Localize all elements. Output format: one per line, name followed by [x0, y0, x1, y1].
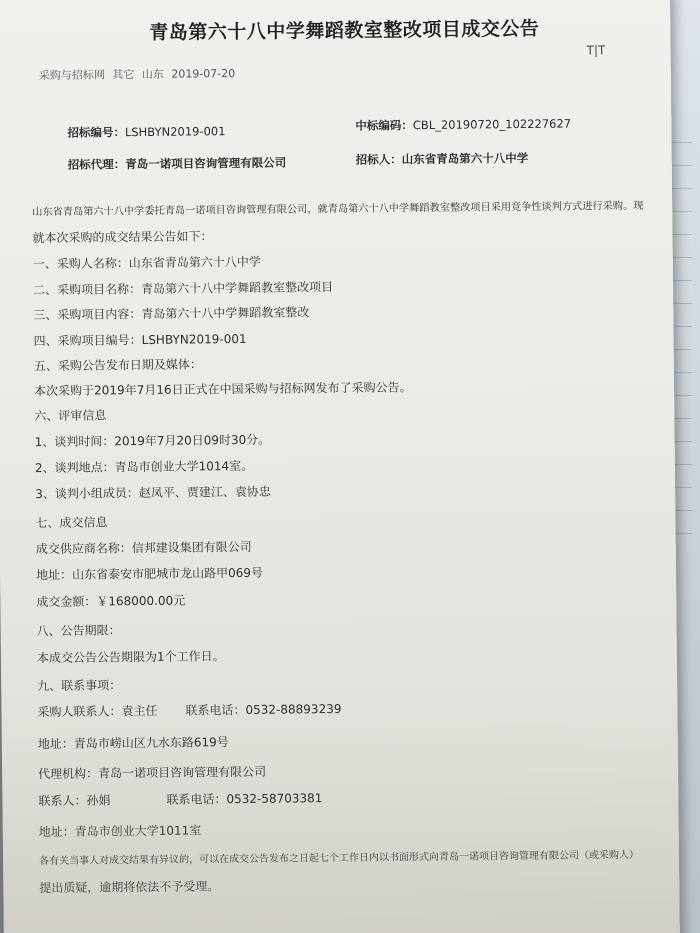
corner-mark: T|T [586, 43, 606, 58]
tenderer-label: 招标人： [355, 152, 402, 167]
review-place: 2、谈判地点：青岛市创业大学1014室。 [34, 458, 254, 476]
tenderer [356, 150, 529, 168]
meta-region: 山东 [141, 67, 164, 81]
item-project-content: 三、采购项目内容：青岛第六十八中学舞蹈教室整改 [33, 305, 310, 323]
buyer-phone: 联系电话：0532-88893239 [185, 701, 342, 718]
period-heading: 八、公告期限： [36, 623, 121, 639]
meta-date: 2019-07-20 [171, 67, 236, 81]
item-buyer: 一、采购人名称：山东省青岛第六十八中学 [32, 254, 261, 272]
review-heading: 六、评审信息 [34, 408, 107, 424]
meta-category: 其它 [112, 68, 135, 82]
document-title: 青岛第六十八中学舞蹈教室整改项目成交公告 [149, 17, 540, 44]
agency-contact-row [38, 789, 322, 809]
buyer-contact: 采购人联系人：袁主任 [37, 703, 158, 720]
agency-contact: 联系人：孙娟 [38, 793, 111, 809]
agency-address: 地址：青岛市创业大学1011室 [38, 823, 202, 840]
bid-number-label: 招标编号： [67, 125, 125, 140]
tender-agent [68, 154, 287, 172]
meta-source: 采购与招标网 [38, 68, 105, 83]
period-text: 本成交公告公告期限为1个工作日。 [36, 649, 225, 666]
win-code-value: CBL_20190720_102227627 [412, 116, 572, 133]
tender-agent-value: 青岛一诺项目咨询管理有限公司 [125, 155, 287, 172]
intro-line-2: 就本次采购的成交结果公告如下： [32, 229, 213, 246]
buyer-address: 地址：青岛市崂山区九水东路619号 [37, 735, 229, 752]
win-code-label: 中标编码： [355, 118, 413, 133]
review-time: 1、谈判时间：2019年7月20日09时30分。 [34, 432, 271, 450]
item-project-number: 四、采购项目编号：LSHBYN2019-001 [33, 331, 247, 349]
deal-heading: 七、成交信息 [35, 515, 108, 531]
contact-heading: 九、联系事项： [37, 678, 122, 694]
publish-heading: 五、采购公告发布日期及媒体： [33, 357, 202, 374]
tender-agent-label: 招标代理： [67, 157, 126, 172]
deal-amount: 成交金额：￥168000.00元 [36, 593, 186, 610]
notice-line-2: 提出质疑，逾期将依法不予受理。 [39, 879, 220, 896]
agency-name: 代理机构：青岛一诺项目咨询管理有限公司 [38, 764, 267, 782]
publish-text: 本次采购于2019年7月16日正式在中国采购与招标网发布了采购公告。 [34, 380, 412, 399]
intro-line-1: 山东省青岛第六十八中学委托青岛一诺项目咨询管理有限公司，就青岛第六十八中学舞蹈教室整改项目采用竞争性谈判方式进行采购。现 [32, 200, 644, 219]
meta-line [39, 65, 236, 83]
win-code [355, 116, 571, 134]
review-members: 3、谈判小组成员：赵凤平、贾建江、袁协忠 [35, 484, 271, 502]
bid-number-value: LSHBYN2019-001 [124, 124, 226, 140]
buyer-contact-row [37, 700, 341, 720]
supplier-address: 地址：山东省泰安市肥城市龙山路甲069号 [35, 565, 264, 583]
agency-phone: 联系电话：0532-58703381 [166, 791, 323, 807]
notice-line-1: 各有关当事人对成交结果有异议的，可以在成交公告发布之日起七个工作日内以书面形式向青岛一诺项目咨询管理有限公司（或采购人） [38, 849, 640, 868]
tenderer-value: 山东省青岛第六十八中学 [401, 150, 529, 167]
bid-number [67, 123, 225, 141]
item-project-name: 二、采购项目名称：青岛第六十八中学舞蹈教室整改项目 [32, 280, 334, 298]
supplier-name: 成交供应商名称：信邦建设集团有限公司 [35, 539, 252, 557]
